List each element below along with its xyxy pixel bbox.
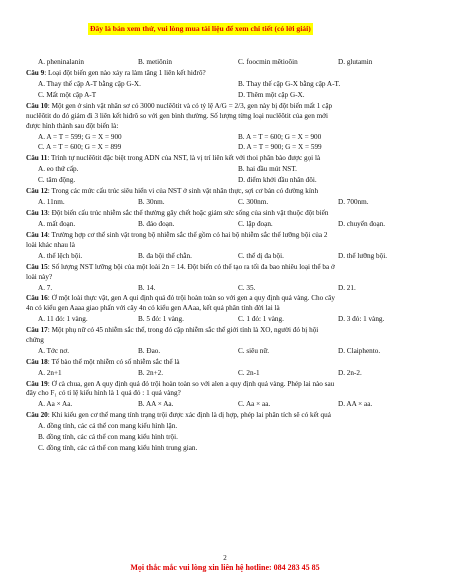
option-d: D. 21.	[338, 283, 356, 292]
option-d: D. A = T = 900; G = X = 599	[238, 143, 322, 152]
q9-options-2	[26, 91, 426, 101]
question-12: Câu 12: Trong các mức cấu trúc siêu hiển vi của NST ở sinh vật nhân thực, sợi cơ bản có đường kính	[26, 187, 319, 196]
question-11: Câu 11: Trình tự nuclêôtit đặc biệt trong ADN của NST, là vị trí liên kết với thoi phân bào được gọi là	[26, 154, 321, 163]
option-b: B. đồng tính, các cá thể con mang kiểu hình trội.	[38, 433, 178, 442]
option-c: C. siêu nữ.	[238, 346, 270, 355]
option-d: D. 2n-2.	[338, 368, 362, 377]
q11-options-1	[26, 165, 426, 175]
question-19: Câu 19: Ở cà chua, gen A quy định quả đỏ trội hoàn toàn so với alen a quy định quả vàng. Phép lai nào sau	[26, 379, 335, 388]
question-16: Câu 16: Ở một loài thực vật, gen A qui định quả đỏ trội hoàn toàn so với gen a quy định quả vàng. Cho cây	[26, 294, 335, 303]
question-9: Câu 9: Loại đột biến gen nào xảy ra làm tăng 1 liên kết hiđrô?	[26, 69, 206, 78]
question-18: Câu 18: Tế bào thể một nhiễm có số nhiễm sắc thể là	[26, 357, 180, 366]
option-b: B. đảo đoạn.	[138, 220, 175, 229]
option-c: C. 35.	[238, 283, 256, 292]
option-a: A. thể lệch bội.	[38, 251, 83, 260]
hotline-footer: Mọi thắc mắc vui lòng xin liên hệ hotline: 084 283 45 85	[130, 563, 320, 572]
option-b: B. A = T = 600; G = X = 900	[238, 132, 322, 141]
q19-options	[26, 400, 426, 410]
option-c: C. 1 đỏ: 1 vàng.	[238, 315, 284, 324]
option-a: A. 2n+1	[38, 368, 62, 377]
question-10-line-2: nuclêôtit do đó giảm đi 3 liên kết hiđrô so với gen bình thường. Số lượng từng loại nuclêôtit của gen mới	[26, 111, 328, 120]
option-b: B. metiônin	[138, 58, 172, 67]
question-13: Câu 13: Đột biến cấu trúc nhiễm sắc thể thường gây chết hoặc giảm sức sống của sinh vật thuộc đột biến	[26, 209, 329, 218]
question-14-line-2: loài khác nhau là	[26, 240, 75, 249]
option-d: D. điểm khởi đầu nhân đôi.	[238, 176, 317, 185]
option-d: D. glutamin	[338, 58, 373, 67]
option-d: D. Thêm một cặp G-X.	[238, 91, 305, 100]
option-c: C. đồng tính, các cá thể con mang kiểu hình trung gian.	[38, 444, 198, 453]
option-d: D. AA × aa.	[338, 400, 373, 409]
option-c: C. tâm động.	[38, 176, 76, 185]
q18-options	[26, 369, 426, 379]
q16-options	[26, 315, 426, 325]
option-c: C. A = T = 600; G = X = 899	[38, 143, 122, 152]
q14-options	[26, 252, 426, 262]
question-15-line-2: loài này?	[26, 272, 53, 281]
option-a: A. Tớc nơ.	[38, 346, 70, 355]
option-d: D. chuyển đoạn.	[338, 220, 386, 229]
question-15: Câu 15: Số lượng NST lưỡng bội của một loài 2n = 14. Đột biến có thể tạo ra tối đa bao nhiêu loại thể ba ở	[26, 262, 335, 271]
q10-options-1	[26, 133, 426, 143]
option-b: B. đa bội thể chẵn.	[138, 251, 192, 260]
option-c: C. Aa × aa.	[238, 400, 271, 409]
option-b: B. Thay thế cặp G-X bằng cặp A-T.	[238, 80, 341, 89]
option-c: C. lặp đoạn.	[238, 220, 273, 229]
option-a: A. 11 đỏ: 1 vàng.	[38, 315, 88, 324]
option-b: B. hai đầu mút NST.	[238, 165, 297, 174]
option-b: B. Đao.	[138, 346, 161, 355]
question-14: Câu 14: Trường hợp cơ thể sinh vật trong bộ nhiễm sắc thể gồm có hai bộ nhiễm sắc thể lưỡng bội của 2	[26, 231, 328, 240]
option-d: D. 700nm.	[338, 198, 369, 207]
option-a: A. 11nm.	[38, 198, 65, 207]
option-a: A. Thay thế cặp A-T bằng cặp G-X.	[38, 80, 141, 89]
question-10: Câu 10: Một gen ở sinh vật nhân sơ có 3000 nuclêôtit và có tỷ lệ A/G = 2/3, gen này bị đột biến mất 1 cặp	[26, 102, 333, 111]
option-d: D. thể lưỡng bội.	[338, 251, 388, 260]
preview-banner: Đây là bản xem thử, vui lòng mua tài liệu để xem chi tiết (có lời giải)	[90, 24, 311, 33]
prev-question-options	[26, 58, 426, 68]
question-10-line-3: được hình thành sau đột biến là:	[26, 121, 119, 130]
option-a: A. 7.	[38, 283, 53, 292]
q11-options-2	[26, 176, 426, 186]
option-a: A. mất đoạn.	[38, 220, 76, 229]
option-d: D. 3 đỏ: 1 vàng.	[338, 315, 385, 324]
question-20: Câu 20: Khi kiểu gen cơ thể mang tính trạng trội được xác định là dị hợp, phép lai phân tích sẽ có kết quả	[26, 411, 331, 420]
option-a: A. Aa × Aa.	[38, 400, 73, 409]
option-a: A. A = T = 599; G = X = 900	[38, 132, 122, 141]
option-b: B. 5 đỏ: 1 vàng.	[138, 315, 184, 324]
page-number: 2	[223, 554, 227, 562]
q13-options	[26, 220, 426, 230]
option-d: D. Claiphento.	[338, 346, 381, 355]
option-c: C. thể dị đa bội.	[238, 251, 284, 260]
option-c: C. foocmin mêtioõin	[238, 58, 298, 67]
option-c: C. 300nm.	[238, 198, 269, 207]
question-19-line-2: đây cho F₁ có tỉ lệ kiểu hình là 1 quả đỏ : 1 quả vàng?	[26, 389, 181, 398]
option-c: C. Mất một cặp A-T	[38, 91, 97, 100]
option-b: B. AA × Aa.	[138, 400, 174, 409]
q15-options	[26, 284, 426, 294]
option-b: B. 14.	[138, 283, 156, 292]
option-b: B. 2n+2.	[138, 368, 164, 377]
option-a: A. pheninalanin	[38, 58, 84, 67]
q9-options-1	[26, 80, 426, 90]
q10-options-2	[26, 143, 426, 153]
option-a: A. đồng tính, các cá thể con mang kiểu hình lặn.	[38, 422, 178, 431]
option-c: C. 2n-1	[238, 368, 260, 377]
question-17: Câu 17: Một phụ nữ có 45 nhiễm sắc thể, trong đó cặp nhiễm sắc thể giới tính là XO, người đó bị hội	[26, 326, 319, 335]
question-list	[26, 57, 426, 454]
q12-options	[26, 198, 426, 208]
option-a: A. eo thứ cấp.	[38, 165, 79, 174]
q17-options	[26, 347, 426, 357]
option-b: B. 30nm.	[138, 198, 165, 207]
question-17-line-2: chứng	[26, 335, 44, 344]
question-16-line-2: 4n có kiểu gen Aaaa giao phấn với cây 4n có kiểu gen AAaa, kết quả phân tính đời lai là	[26, 304, 280, 313]
